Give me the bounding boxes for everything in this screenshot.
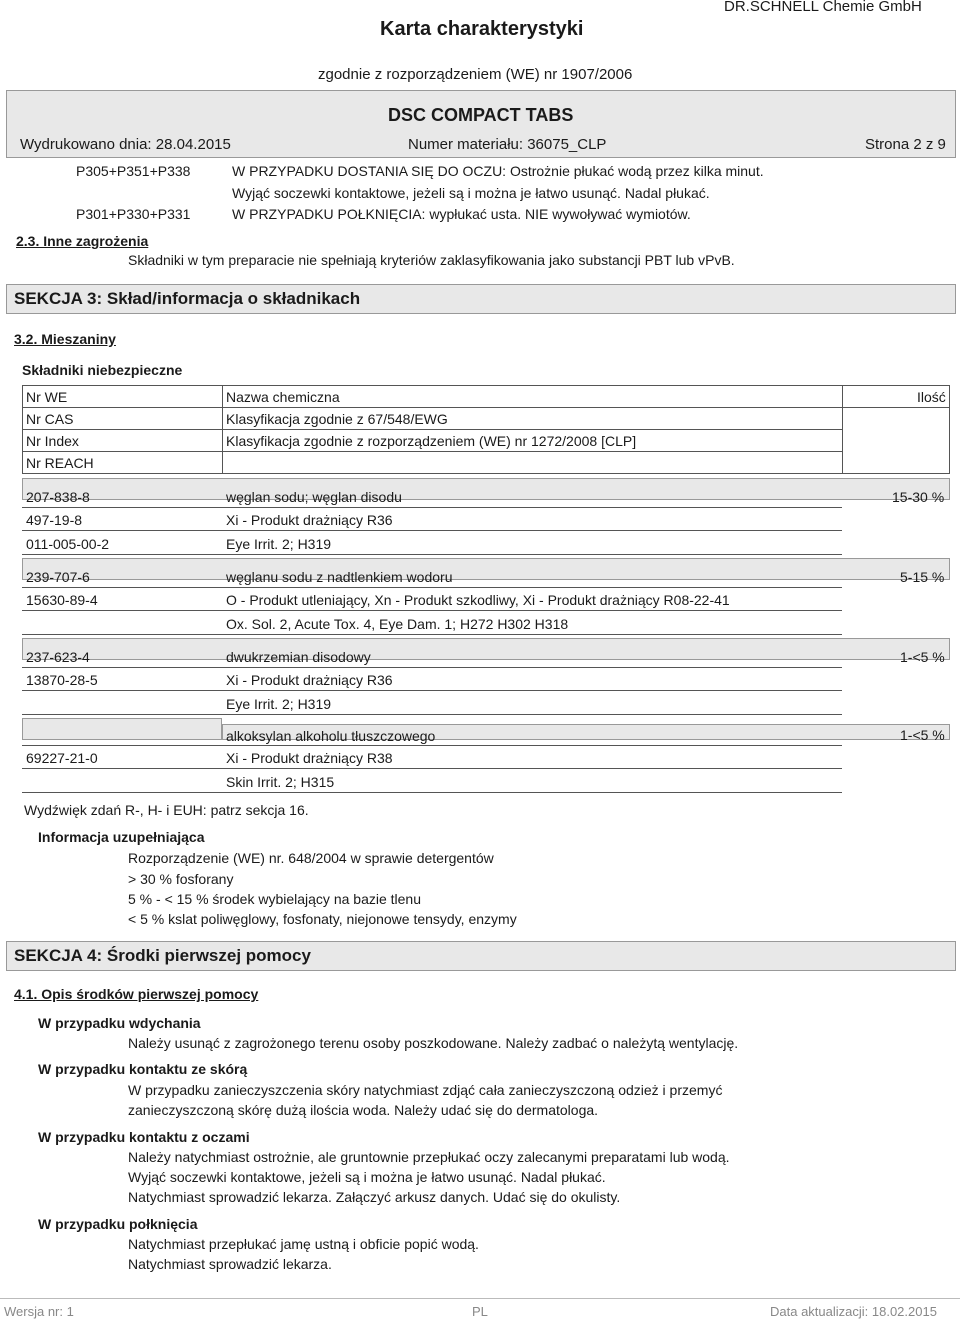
- section-title: SEKCJA 4: Środki pierwszej pomocy: [14, 946, 311, 965]
- precaution-text: Wyjąć soczewki kontaktowe, jeżeli są i można je łatwo usunąć. Nadal płukać.: [232, 185, 710, 201]
- footer-version: Wersja nr: 1: [4, 1304, 74, 1319]
- regulation-line: zgodnie z rozporządzeniem (WE) nr 1907/2006: [318, 66, 633, 83]
- table-rule: [22, 507, 842, 508]
- table-cell: 13870-28-5: [26, 672, 98, 688]
- table-rule: [22, 792, 842, 793]
- table-cell: 011-005-00-2: [26, 536, 110, 552]
- table-cell: alkoksylan alkoholu tłuszczowego: [226, 728, 436, 744]
- precaution-code: P301+P330+P331: [76, 206, 191, 222]
- precaution-code: P305+P351+P338: [76, 163, 191, 179]
- supplementary-line: Rozporządzenie (WE) nr. 648/2004 w sprawie detergentów: [128, 850, 494, 866]
- table-cell: 239-707-6: [26, 569, 90, 585]
- table-rule: [22, 473, 950, 474]
- material-number: Numer materiału: 36075_CLP: [408, 136, 607, 153]
- supplementary-line: > 30 % fosforany: [128, 871, 234, 887]
- row-bar: [22, 638, 950, 660]
- table-rule: [22, 407, 950, 408]
- table-cell: Xi - Produkt drażniący R36: [226, 672, 393, 688]
- supplementary-heading: Informacja uzupełniająca: [38, 829, 205, 845]
- table-rule: [949, 385, 950, 474]
- precaution-text: W PRZYPADKU POŁKNIĘCIA: wypłukać usta. NIE wywoływać wymiotów.: [232, 206, 691, 222]
- col-header: Ilość: [917, 389, 946, 405]
- footer-updated: Data aktualizacji: 18.02.2015: [770, 1304, 937, 1319]
- table-rule: [22, 530, 842, 531]
- table-rule: [22, 714, 842, 715]
- table-rule: [22, 745, 842, 746]
- table-cell: dwukrzemian disodowy: [226, 649, 371, 665]
- page-number: Strona 2 z 9: [865, 136, 946, 153]
- wording-note: Wydźwięk zdań R-, H- i EUH: patrz sekcja 16.: [24, 802, 309, 818]
- col-header: Nr REACH: [26, 455, 94, 471]
- subsection-heading: 3.2. Mieszaniny: [14, 331, 116, 347]
- table-rule: [22, 634, 842, 635]
- table-rule: [22, 554, 842, 555]
- first-aid-text: W przypadku zanieczyszczenia skóry natychmiast zdjąć cała zanieczyszczoną odzież i przemyć: [128, 1082, 723, 1098]
- table-cell: Skin Irrit. 2; H315: [226, 774, 335, 790]
- table-cell: Xi - Produkt drażniący R38: [226, 750, 393, 766]
- table-rule: [22, 690, 842, 691]
- first-aid-text: Natychmiast sprowadzić lekarza.: [128, 1256, 332, 1272]
- first-aid-heading: W przypadku kontaktu z oczami: [38, 1129, 250, 1145]
- table-rule: [22, 385, 950, 386]
- col-header: Klasyfikacja zgodnie z 67/548/EWG: [226, 411, 448, 427]
- subsection-text: Składniki w tym preparacie nie spełniają kryteriów zaklasyfikowania jako substancji PBT lub vPvB.: [128, 252, 735, 268]
- col-header: Nr Index: [26, 433, 79, 449]
- subsection-heading: 2.3. Inne zagrożenia: [16, 233, 149, 249]
- table-cell: węglan sodu; węglan disodu: [226, 489, 402, 505]
- row-bar: [22, 558, 950, 580]
- table-rule: [222, 385, 223, 474]
- subsection-heading: 4.1. Opis środków pierwszej pomocy: [14, 986, 259, 1002]
- table-cell: 237-623-4: [26, 649, 90, 665]
- table-cell: Ox. Sol. 2, Acute Tox. 4, Eye Dam. 1; H272 H302 H318: [226, 616, 569, 632]
- table-cell: 15630-89-4: [26, 592, 98, 608]
- table-cell: 497-19-8: [26, 512, 83, 528]
- section-title: SEKCJA 3: Skład/informacja o składnikach: [14, 289, 361, 308]
- table-rule: [22, 429, 842, 430]
- supplementary-line: 5 % - < 15 % środek wybielający na bazie tlenu: [128, 891, 421, 907]
- table-cell: węglanu sodu z nadtlenkiem wodoru: [226, 569, 453, 585]
- footer-rule: [0, 1298, 960, 1299]
- table-rule: [22, 667, 842, 668]
- print-date: Wydrukowano dnia: 28.04.2015: [20, 136, 231, 153]
- table-cell: 1-<5 %: [900, 649, 945, 665]
- row-bar: [22, 718, 222, 740]
- table-rule: [22, 451, 842, 452]
- footer-language: PL: [472, 1304, 488, 1319]
- table-cell: 5-15 %: [900, 569, 945, 585]
- table-rule: [22, 385, 23, 474]
- first-aid-text: Wyjąć soczewki kontaktowe, jeżeli są i można je łatwo usunąć. Nadal płukać.: [128, 1169, 606, 1185]
- company-name: DR.SCHNELL Chemie GmbH: [724, 0, 922, 15]
- table-cell: O - Produkt utleniający, Xn - Produkt szkodliwy, Xi - Produkt drażniący R08-22-41: [226, 592, 730, 608]
- first-aid-heading: W przypadku wdychania: [38, 1015, 201, 1031]
- hazardous-heading: Składniki niebezpieczne: [22, 362, 183, 378]
- document-title: Karta charakterystyki: [380, 18, 584, 40]
- first-aid-heading: W przypadku połknięcia: [38, 1216, 198, 1232]
- first-aid-heading: W przypadku kontaktu ze skórą: [38, 1061, 248, 1077]
- col-header: Nazwa chemiczna: [226, 389, 340, 405]
- first-aid-text: Należy natychmiast ostrożnie, ale gruntownie przepłukać oczy zalecanymi preparatami lub wodą.: [128, 1149, 730, 1165]
- table-cell: Eye Irrit. 2; H319: [226, 536, 332, 552]
- table-cell: Xi - Produkt drażniący R36: [226, 512, 393, 528]
- col-header: Nr WE: [26, 389, 68, 405]
- first-aid-text: Natychmiast przepłukać jamę ustną i obficie popić wodą.: [128, 1236, 479, 1252]
- table-rule: [22, 768, 842, 769]
- table-cell: 207-838-8: [26, 489, 90, 505]
- supplementary-line: < 5 % kslat poliwęglowy, fosfonaty, niejonowe tensydy, enzymy: [128, 911, 517, 927]
- first-aid-text: zanieczyszczoną skórę dużą ilościa woda. Należy udać się do dermatologa.: [128, 1102, 599, 1118]
- table-rule: [22, 587, 842, 588]
- table-cell: 1-<5 %: [900, 727, 945, 743]
- table-cell: Eye Irrit. 2; H319: [226, 696, 332, 712]
- first-aid-text: Należy usunąć z zagrożonego terenu osoby poszkodowane. Należy zadbać o należytą wentylację.: [128, 1035, 739, 1051]
- table-cell: 69227-21-0: [26, 750, 98, 766]
- row-bar: [22, 478, 950, 500]
- table-rule: [22, 610, 842, 611]
- precaution-text: W PRZYPADKU DOSTANIA SIĘ DO OCZU: Ostrożnie płukać wodą przez kilka minut.: [232, 163, 764, 179]
- table-rule: [842, 385, 843, 474]
- col-header: Nr CAS: [26, 411, 74, 427]
- first-aid-text: Natychmiast sprowadzić lekarza. Załączyć arkusz danych. Udać się do okulisty.: [128, 1189, 621, 1205]
- col-header: Klasyfikacja zgodnie z rozporządzeniem (WE) nr 1272/2008 [CLP]: [226, 433, 637, 449]
- table-cell: 15-30 %: [892, 489, 945, 505]
- product-name: DSC COMPACT TABS: [388, 105, 574, 125]
